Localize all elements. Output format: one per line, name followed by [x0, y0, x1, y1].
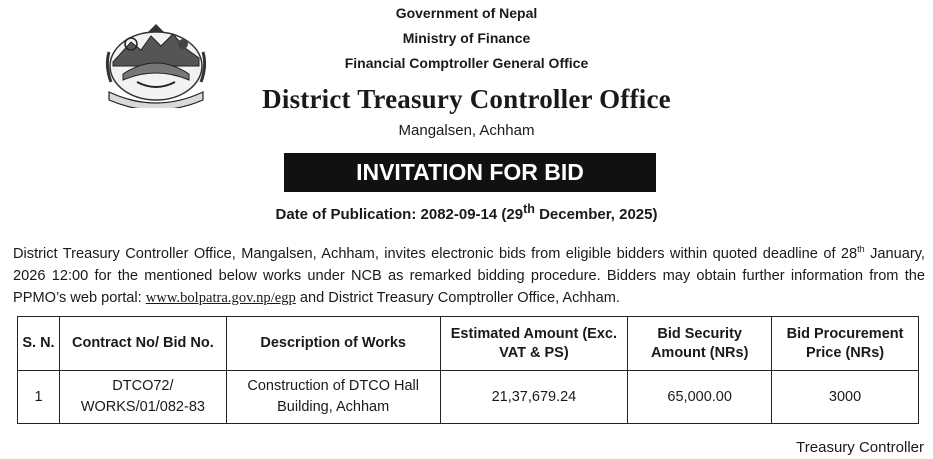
cell-estimated-amount: 21,37,679.24: [440, 371, 628, 424]
header-sn: S. N.: [18, 317, 60, 371]
cell-sn: 1: [18, 371, 60, 424]
ppmo-portal-link[interactable]: www.bolpatra.gov.np/egp: [145, 289, 296, 306]
header-contract: Contract No/ Bid No.: [59, 317, 226, 371]
table-row: [18, 371, 919, 424]
fcgo-heading: Financial Comptroller General Office: [344, 55, 589, 71]
table-header-row: [18, 317, 919, 371]
signature-title: Treasury Controller: [796, 439, 924, 456]
publication-date: Date of Publication: 2082-09-14 (29th December, 2025): [275, 202, 658, 223]
header-estimated-amount: Estimated Amount (Exc. VAT & PS): [440, 317, 628, 371]
office-location: Mangalsen, Achham: [398, 122, 535, 139]
cell-procurement-price: 3000: [772, 371, 919, 424]
invitation-banner: INVITATION FOR BID: [284, 153, 656, 192]
office-title: District Treasury Controller Office: [262, 84, 671, 114]
ministry-heading: Ministry of Finance: [402, 30, 531, 46]
cell-contract: DTCO72/ WORKS/01/082-83: [59, 371, 226, 424]
header-bid-security: Bid Security Amount (NRs): [628, 317, 772, 371]
header-procurement-price: Bid Procurement Price (NRs): [772, 317, 919, 371]
cell-description: Construction of DTCO Hall Building, Achham: [226, 371, 440, 424]
bid-table: [17, 316, 919, 424]
government-heading: Government of Nepal: [395, 5, 538, 21]
cell-bid-security: 65,000.00: [628, 371, 772, 424]
header-description: Description of Works: [226, 317, 440, 371]
notice-paragraph: District Treasury Controller Office, Mangalsen, Achham, invites electronic bids from eligible bidders within quoted deadline of 28th January, 2026 12:00 for the mentioned below works under NCB as remarked bidding procedure. Bidders may obtain further information from the PPMO’s web portal: www.bolpatra.gov.np/egp and District Treasury Comptroller Office, Achham.: [13, 244, 925, 306]
